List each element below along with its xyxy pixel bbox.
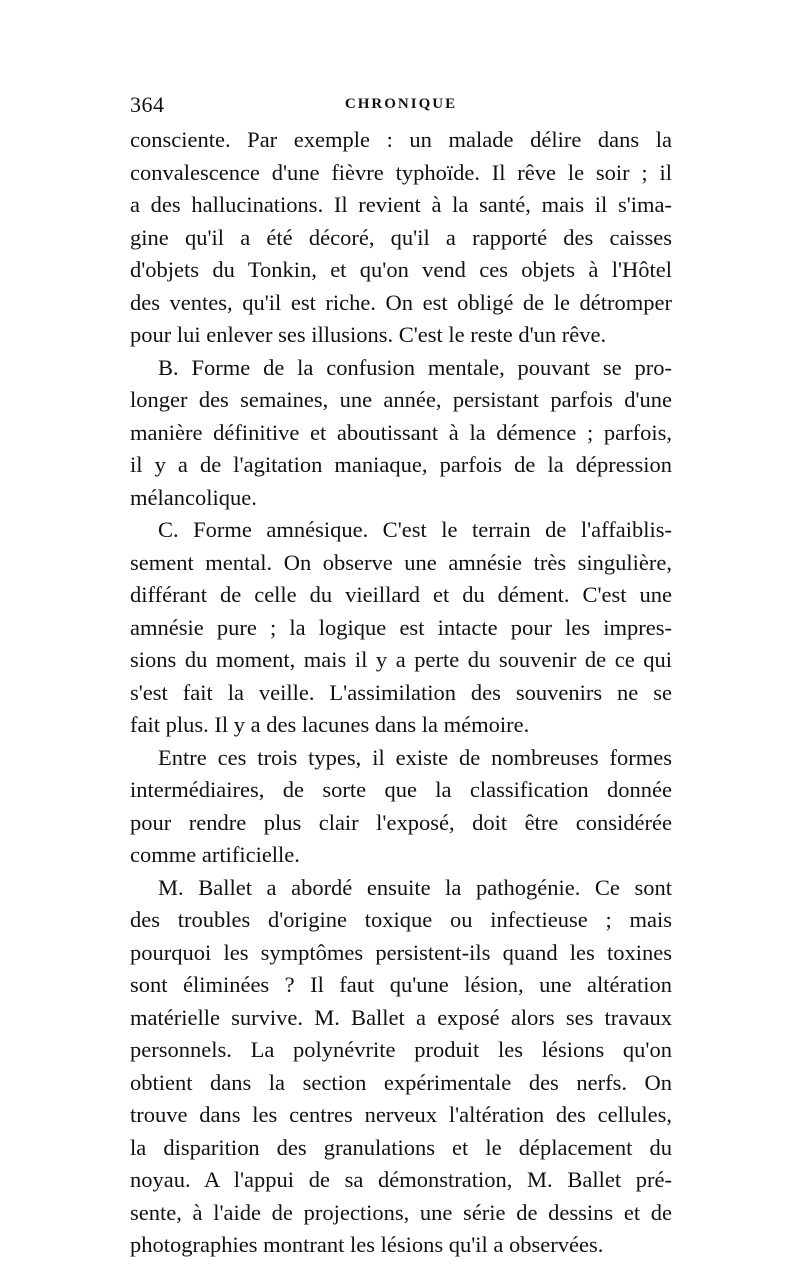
text-line: photographies montrant les lésions qu'il a observées. xyxy=(130,1232,604,1257)
text-line: différant de celle du vieillard et du dément. C'est une xyxy=(130,582,672,607)
text-line: sement mental. On observe une amnésie très singulière, xyxy=(130,549,672,575)
text-line: pour lui enlever ses illusions. C'est le reste d'un rêve. xyxy=(130,322,607,347)
text-line: consciente. Par exemple : un malade délire dans la xyxy=(130,127,672,152)
text-line: s'est fait la veille. L'assimilation des souvenirs ne se xyxy=(130,679,672,705)
body-text xyxy=(130,124,672,1262)
text-line: manière définitive et aboutissant à la démence ; parfois, xyxy=(130,419,672,445)
text-line: intermédiaires, de sorte que la classification donnée xyxy=(130,777,672,802)
text-line: gine qu'il a été décoré, qu'il a rapporté des caisses xyxy=(130,224,672,250)
page-number: 364 xyxy=(130,92,165,117)
running-title: CHRONIQUE xyxy=(344,96,458,112)
text-line: convalescence d'une fièvre typhoïde. Il rêve le soir ; il xyxy=(130,159,672,185)
text-line: amnésie pure ; la logique est intacte pour les impres- xyxy=(130,614,672,640)
text-line: a des hallucinations. Il revient à la santé, mais il s'ima- xyxy=(130,192,672,217)
text-line: il y a de l'agitation maniaque, parfois de la dépression xyxy=(130,452,672,477)
text-line: noyau. A l'appui de sa démonstration, M. Ballet pré- xyxy=(130,1167,672,1192)
text-line: comme artificielle. xyxy=(130,842,300,867)
text-line: mélancolique. xyxy=(130,484,257,510)
paragraph-start-line: C. Forme amnésique. C'est le terrain de l'affaiblis- xyxy=(158,517,672,542)
text-line: pour rendre plus clair l'exposé, doit être considérée xyxy=(130,809,672,835)
text-line: des ventes, qu'il est riche. On est obligé de le détromper xyxy=(130,289,672,315)
text-line: personnels. La polynévrite produit les lésions qu'on xyxy=(130,1037,672,1062)
page-header xyxy=(130,92,672,116)
paragraph-start-line: Entre ces trois types, il existe de nombreuses formes xyxy=(158,744,672,770)
text-line: fait plus. Il y a des lacunes dans la mémoire. xyxy=(130,712,530,737)
text-line: pourquoi les symptômes persistent-ils quand les toxines xyxy=(130,939,672,965)
text-line: des troubles d'origine toxique ou infectieuse ; mais xyxy=(130,907,672,932)
text-line: matérielle survive. M. Ballet a exposé alors ses travaux xyxy=(130,1004,672,1030)
paragraph-start-line: B. Forme de la confusion mentale, pouvant se pro- xyxy=(158,354,672,380)
text-line: sont éliminées ? Il faut qu'une lésion, une altération xyxy=(130,972,672,997)
text-line: d'objets du Tonkin, et qu'on vend ces objets à l'Hôtel xyxy=(130,257,672,282)
text-line: sente, à l'aide de projections, une série de dessins et de xyxy=(130,1199,672,1225)
text-line: sions du moment, mais il y a perte du souvenir de ce qui xyxy=(130,647,672,672)
text-line: la disparition des granulations et le déplacement du xyxy=(130,1134,672,1160)
text-line: obtient dans la section expérimentale des nerfs. On xyxy=(130,1069,672,1095)
paragraph-start-line: M. Ballet a abordé ensuite la pathogénie. Ce sont xyxy=(158,874,672,900)
text-line: longer des semaines, une année, persistant parfois d'une xyxy=(130,387,672,412)
text-line: trouve dans les centres nerveux l'altération des cellules, xyxy=(130,1102,672,1127)
